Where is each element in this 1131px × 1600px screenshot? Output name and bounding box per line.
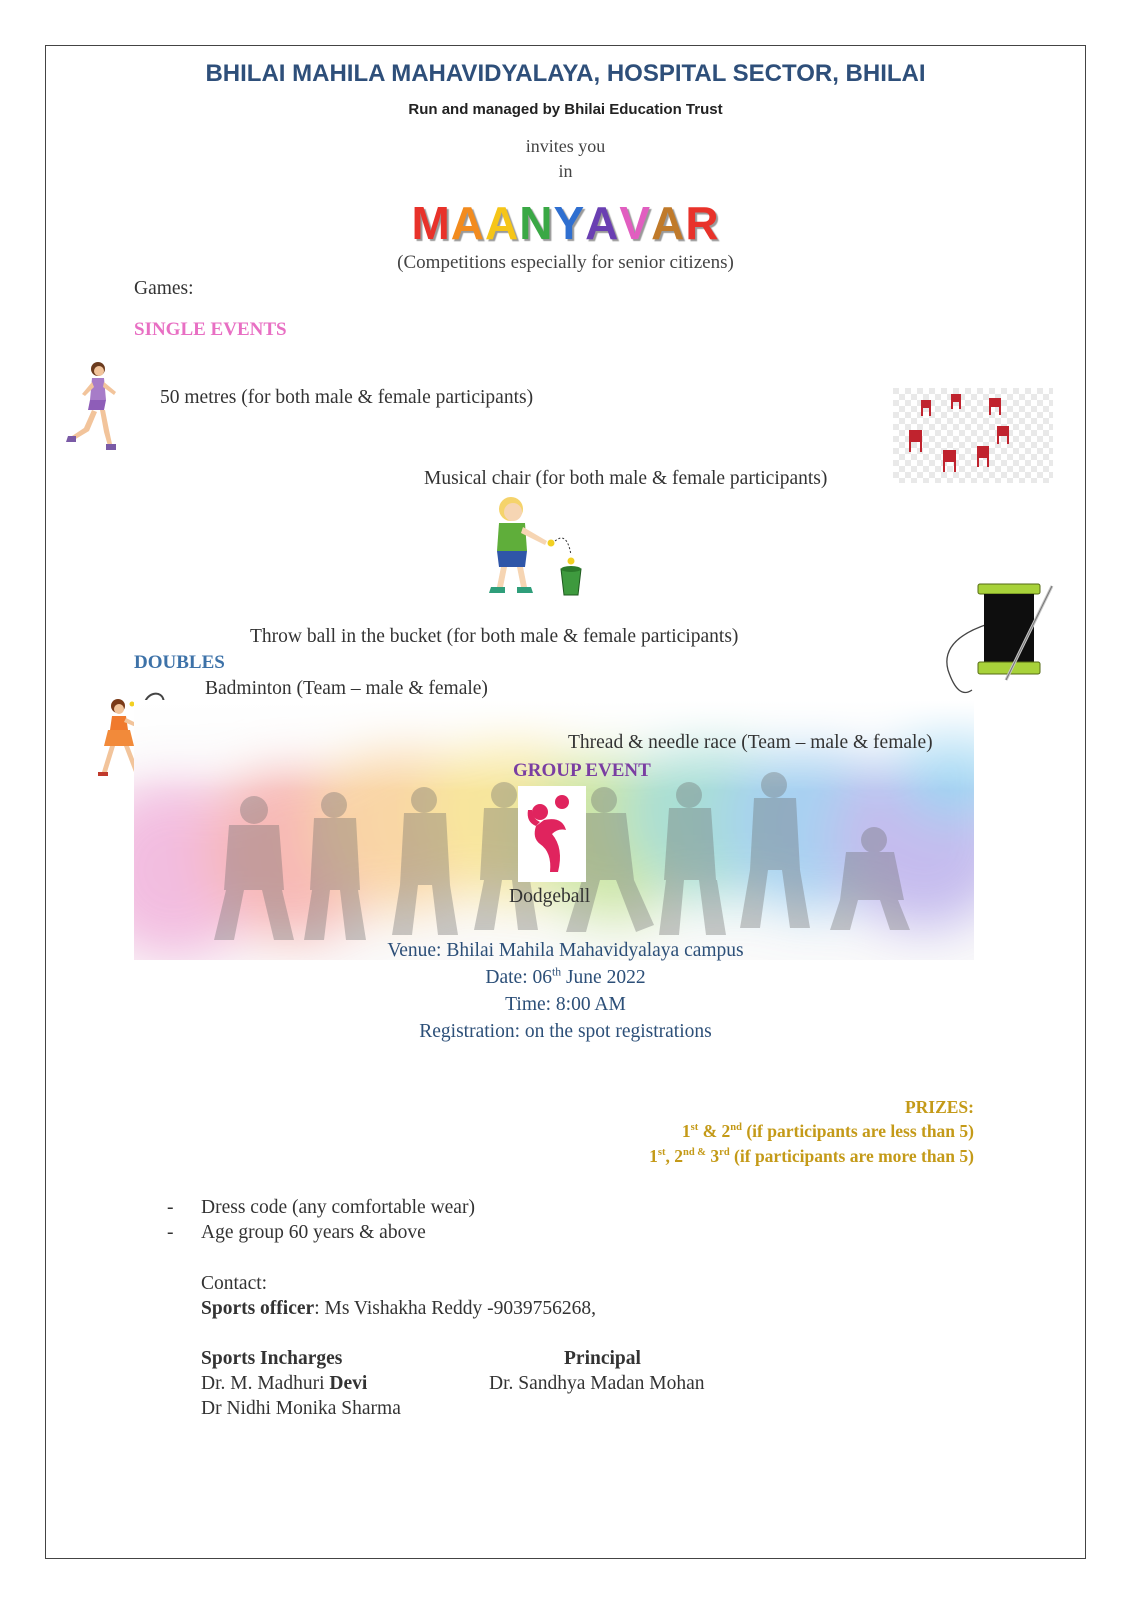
event-name-letter: A xyxy=(585,197,620,249)
event-name-letter: R xyxy=(685,197,720,249)
event-name-letter: Y xyxy=(553,197,586,249)
venue-text: Venue: Bhilai Mahila Mahavidyalaya campus xyxy=(387,940,744,961)
in-text: in xyxy=(558,161,573,181)
dodgeball-icon xyxy=(518,786,586,882)
prizes-heading: PRIZES: xyxy=(904,1097,974,1117)
thread-spool-icon xyxy=(940,580,1060,700)
event-name-letter: A xyxy=(651,197,686,249)
dress-code-note: Dress code (any comfortable wear) xyxy=(201,1197,475,1218)
invites-text: invites you xyxy=(525,136,606,156)
event-thread-needle: Thread & needle race (Team – male & female) xyxy=(568,732,933,753)
games-label: Games: xyxy=(134,278,194,299)
event-dodgeball: Dodgeball xyxy=(509,886,591,907)
group-event-heading: GROUP EVENT xyxy=(513,760,651,781)
doubles-heading: DOUBLES xyxy=(134,652,225,673)
event-badminton: Badminton (Team – male & female) xyxy=(205,678,488,699)
time-text: Time: 8:00 AM xyxy=(505,994,626,1015)
incharge-1: Dr. M. Madhuri Devi xyxy=(201,1373,368,1394)
contact-label: Contact: xyxy=(201,1273,268,1294)
college-title: BHILAI MAHILA MAHAVIDYALAYA, HOSPITAL SECTOR, BHILAI xyxy=(205,60,926,87)
prizes-line-2: 1st, $2^{nd \&}$ 3rd (if participants are more than 5) xyxy=(649,1146,974,1166)
event-name-letter: N xyxy=(519,197,554,249)
event-name-letter: V xyxy=(619,197,652,249)
bullet-dash: - xyxy=(167,1197,174,1218)
principal-heading: Principal xyxy=(564,1348,641,1369)
musical-chairs-icon xyxy=(893,388,1053,483)
prizes-line-1: 1st & 2nd (if participants are less than 5) xyxy=(681,1121,974,1141)
event-name-letter: M xyxy=(411,197,451,249)
principal-name: Dr. Sandhya Madan Mohan xyxy=(489,1373,705,1394)
runner-icon xyxy=(62,360,122,452)
single-events-heading: SINGLE EVENTS xyxy=(134,319,287,340)
event-name-letter: A xyxy=(485,197,520,249)
incharge-2: Dr Nidhi Monika Sharma xyxy=(201,1398,401,1419)
event-name xyxy=(0,196,1131,250)
registration-text: Registration: on the spot registrations xyxy=(419,1021,712,1042)
sports-incharges-heading: Sports Incharges xyxy=(201,1348,343,1369)
throw-ball-icon xyxy=(477,495,587,600)
event-name-letter: A xyxy=(450,197,485,249)
event-tagline: (Competitions especially for senior citizens) xyxy=(397,252,734,273)
age-group-note: Age group 60 years & above xyxy=(201,1222,426,1243)
date-text: Date: 06th June 2022 xyxy=(485,965,646,988)
event-musical-chair: Musical chair (for both male & female participants) xyxy=(424,468,828,489)
college-subtitle: Run and managed by Bhilai Education Trust xyxy=(408,101,723,118)
event-50-metres: 50 metres (for both male & female participants) xyxy=(160,387,534,408)
sports-officer-line: Sports officer: Ms Vishakha Reddy -9039756268, xyxy=(201,1298,596,1319)
event-throw-ball: Throw ball in the bucket (for both male & female participants) xyxy=(250,626,739,647)
bullet-dash: - xyxy=(167,1222,174,1243)
